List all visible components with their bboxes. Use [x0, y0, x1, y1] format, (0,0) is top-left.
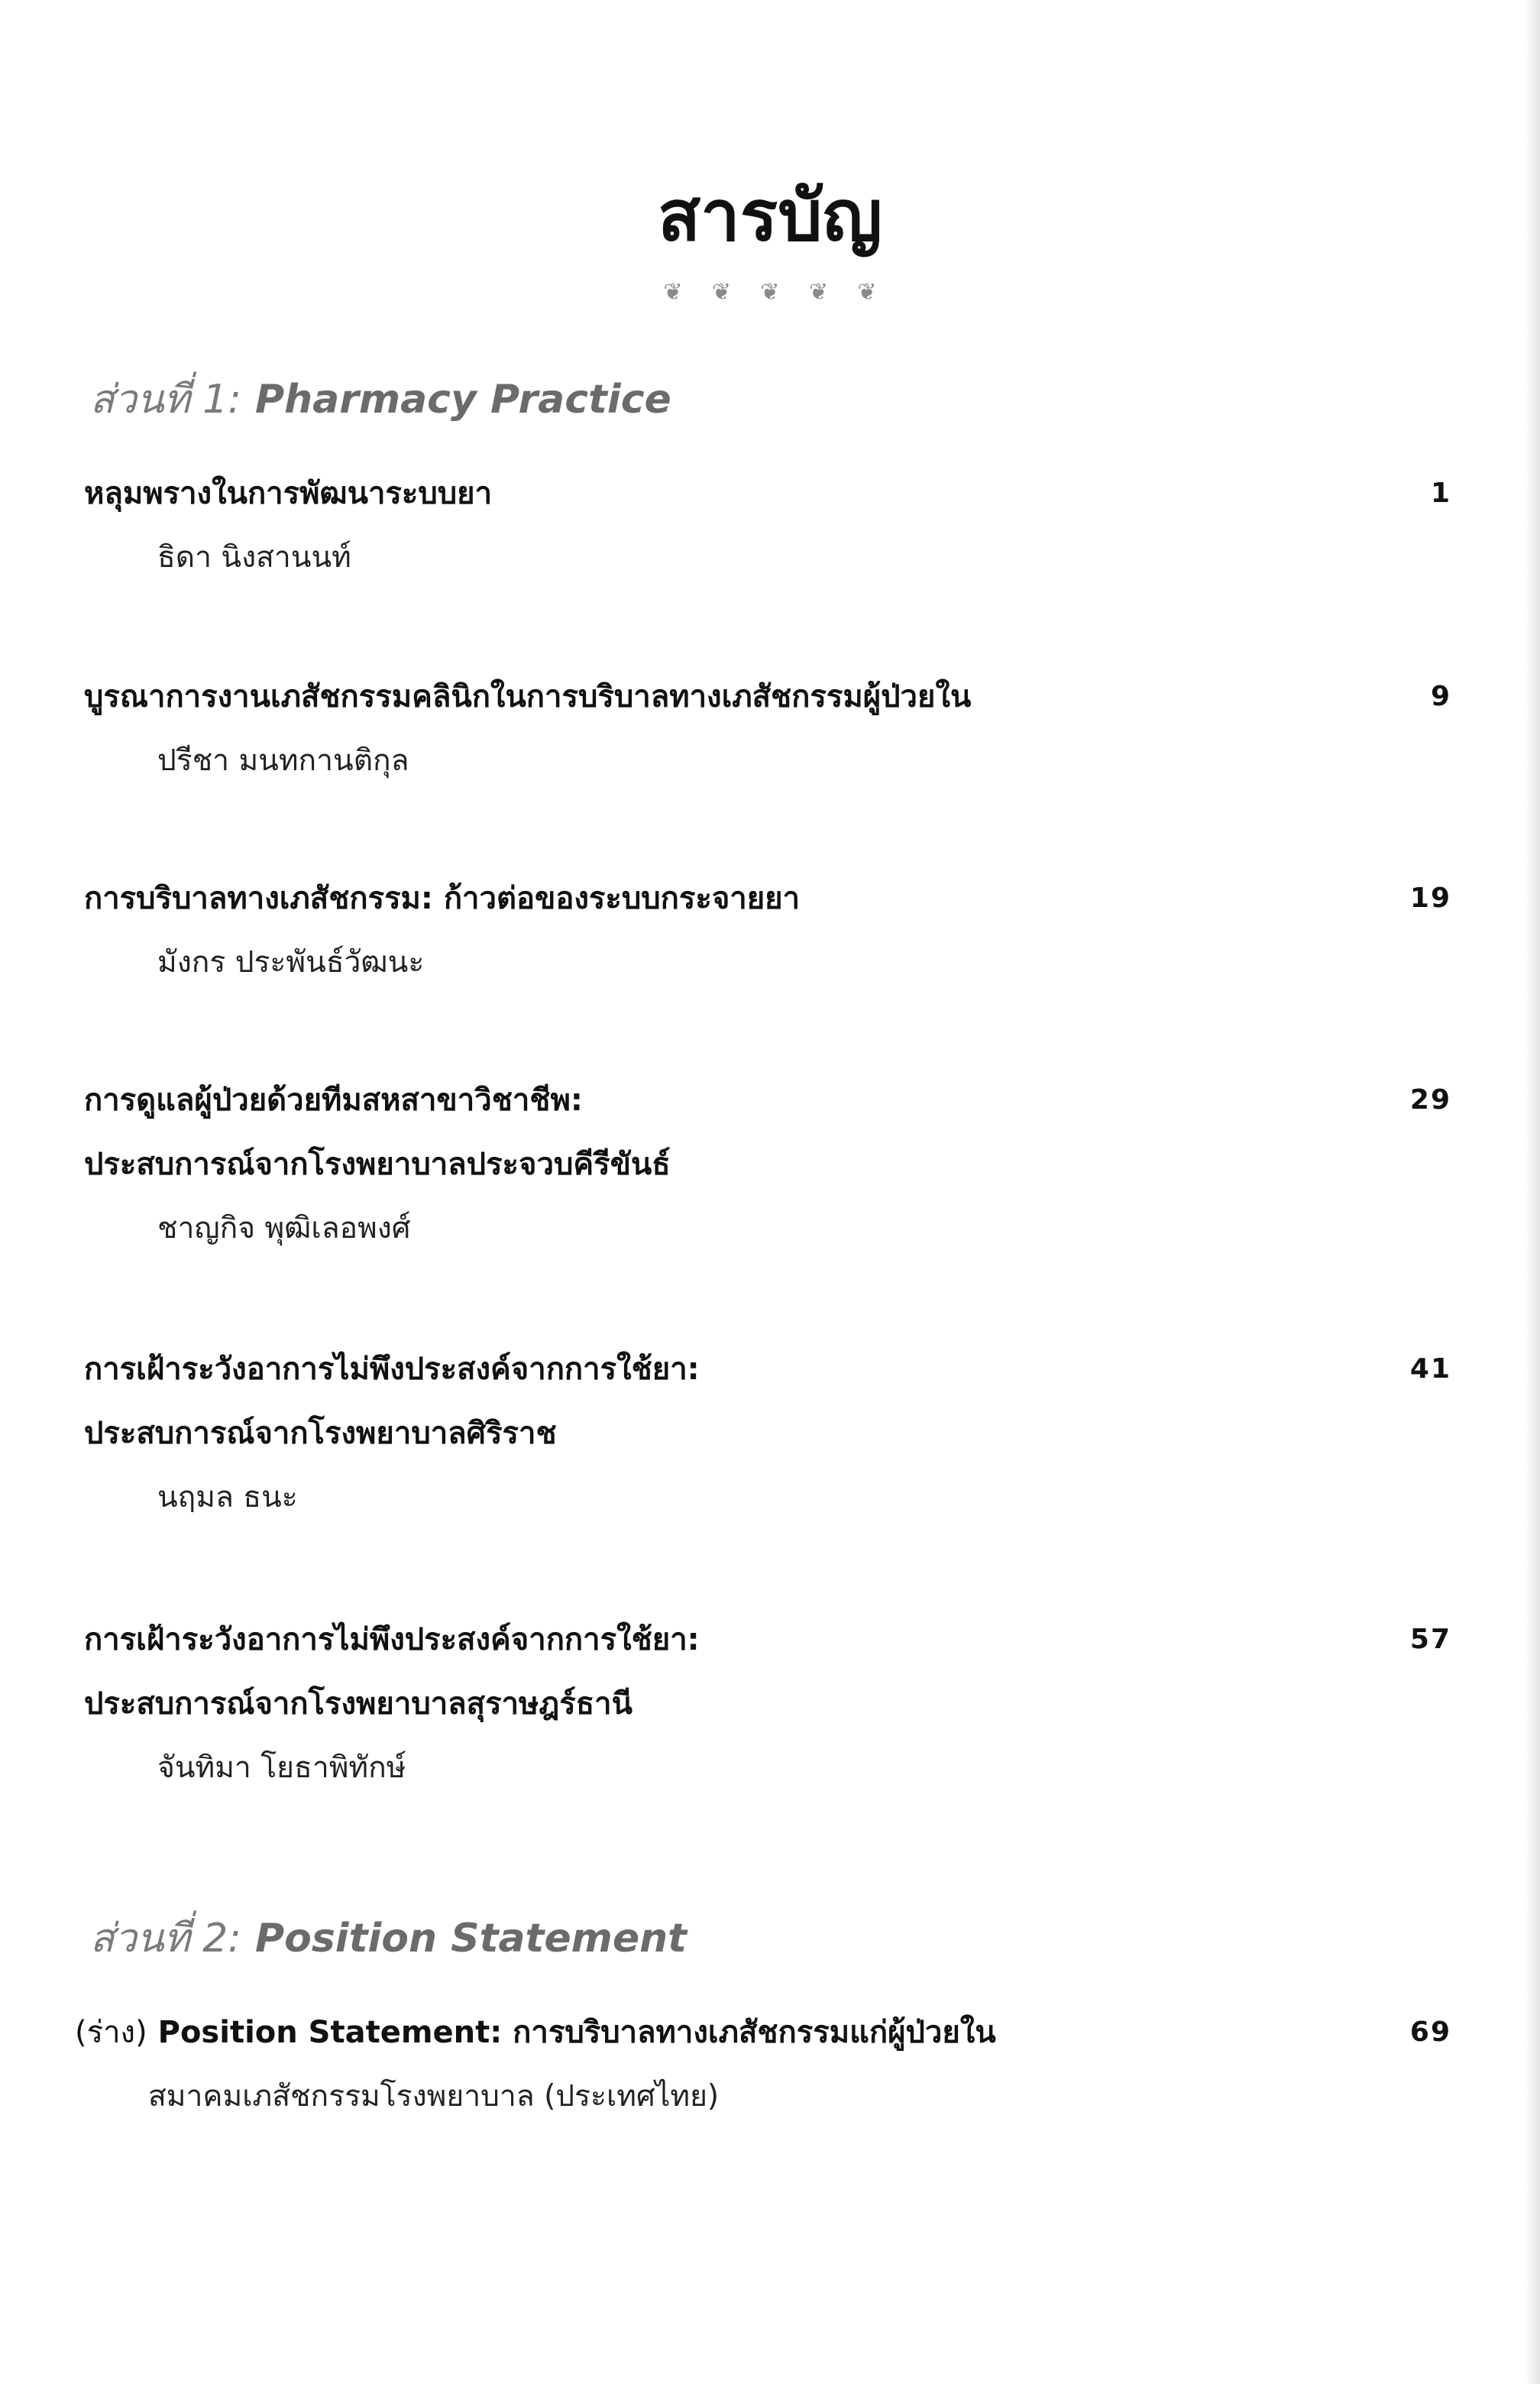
toc-entry[interactable] [75, 2000, 1451, 2129]
section-heading-2 [90, 1912, 687, 1965]
entry-title-continued: ประสบการณ์จากโรงพยาบาลประจวบคีรีขันธ์ [84, 1147, 671, 1182]
toc-entry[interactable] [84, 1337, 1451, 1530]
entry-title-continued: ประสบการณ์จากโรงพยาบาลสุราษฎร์ธานี [84, 1686, 632, 1722]
title-ornament [655, 277, 885, 307]
entry-title-text: Position Statement: การบริบาลทางเภสัชกรรมแก่ผู้ป่วยใน [157, 2015, 996, 2050]
entry-page-number: 19 [1409, 883, 1451, 914]
entry-title: หลุมพรางในการพัฒนาระบบยา [84, 476, 493, 511]
entry-page-number: 1 [1430, 478, 1451, 509]
draft-prefix: (ร่าง) [75, 2015, 147, 2050]
entry-page-number: 41 [1409, 1353, 1451, 1385]
entry-title: การบริบาลทางเภสัชกรรม: ก้าวต่อของระบบกระจายยา [84, 881, 801, 916]
entry-author: ธิดา นิงสานนท์ [157, 540, 351, 575]
toc-entry[interactable] [84, 1068, 1451, 1261]
section-name: Pharmacy Practice [255, 377, 671, 423]
entry-page-number: 29 [1409, 1084, 1451, 1116]
entry-author: จันทิมา โยธาพิทักษ์ [157, 1751, 406, 1785]
entry-author: นฤมล ธนะ [157, 1480, 298, 1514]
toc-entry[interactable] [84, 665, 1451, 793]
entry-page-number: 57 [1409, 1624, 1451, 1655]
entry-title: บูรณาการงานเภสัชกรรมคลินิกในการบริบาลทางเภสัชกรรมผู้ป่วยใน [84, 679, 972, 714]
section-label: ส่วนที่ 1: [90, 377, 241, 423]
entry-title [75, 2000, 1451, 2065]
entry-title: การเฝ้าระวังอาการไม่พึงประสงค์จากการใช้ยา: [84, 1352, 700, 1387]
section-name: Position Statement [255, 1916, 688, 1961]
toc-entry[interactable] [84, 462, 1451, 590]
flourish-icon: ❦ [808, 278, 829, 306]
entry-author: สมาคมเภสัชกรรมโรงพยาบาล (ประเทศไทย) [148, 2079, 720, 2114]
flourish-icon: ❦ [663, 278, 683, 306]
entry-title: การดูแลผู้ป่วยด้วยทีมสหสาขาวิชาชีพ: [84, 1083, 583, 1118]
entry-title-continued: ประสบการณ์จากโรงพยาบาลศิริราช [84, 1416, 557, 1451]
entry-author: ชาญกิจ พุฒิเลอพงศ์ [157, 1211, 411, 1245]
toc-entry[interactable] [84, 866, 1451, 995]
section-heading-1 [90, 373, 671, 426]
section-label: ส่วนที่ 2: [90, 1916, 241, 1961]
toc-entry[interactable] [84, 1608, 1451, 1800]
entry-page-number: 69 [1409, 2016, 1451, 2048]
flourish-icon: ❦ [760, 278, 780, 306]
page-title: สารบัญ [657, 175, 882, 257]
page-edge [1523, 0, 1540, 2384]
entry-author: ปรีชา มนทกานติกุล [157, 743, 409, 778]
entry-title: การเฝ้าระวังอาการไม่พึงประสงค์จากการใช้ยา: [84, 1622, 700, 1657]
entry-author: มังกร ประพันธ์วัฒนะ [157, 945, 425, 980]
entry-page-number: 9 [1430, 681, 1451, 712]
flourish-icon: ❦ [711, 278, 732, 306]
flourish-icon: ❦ [857, 278, 877, 306]
